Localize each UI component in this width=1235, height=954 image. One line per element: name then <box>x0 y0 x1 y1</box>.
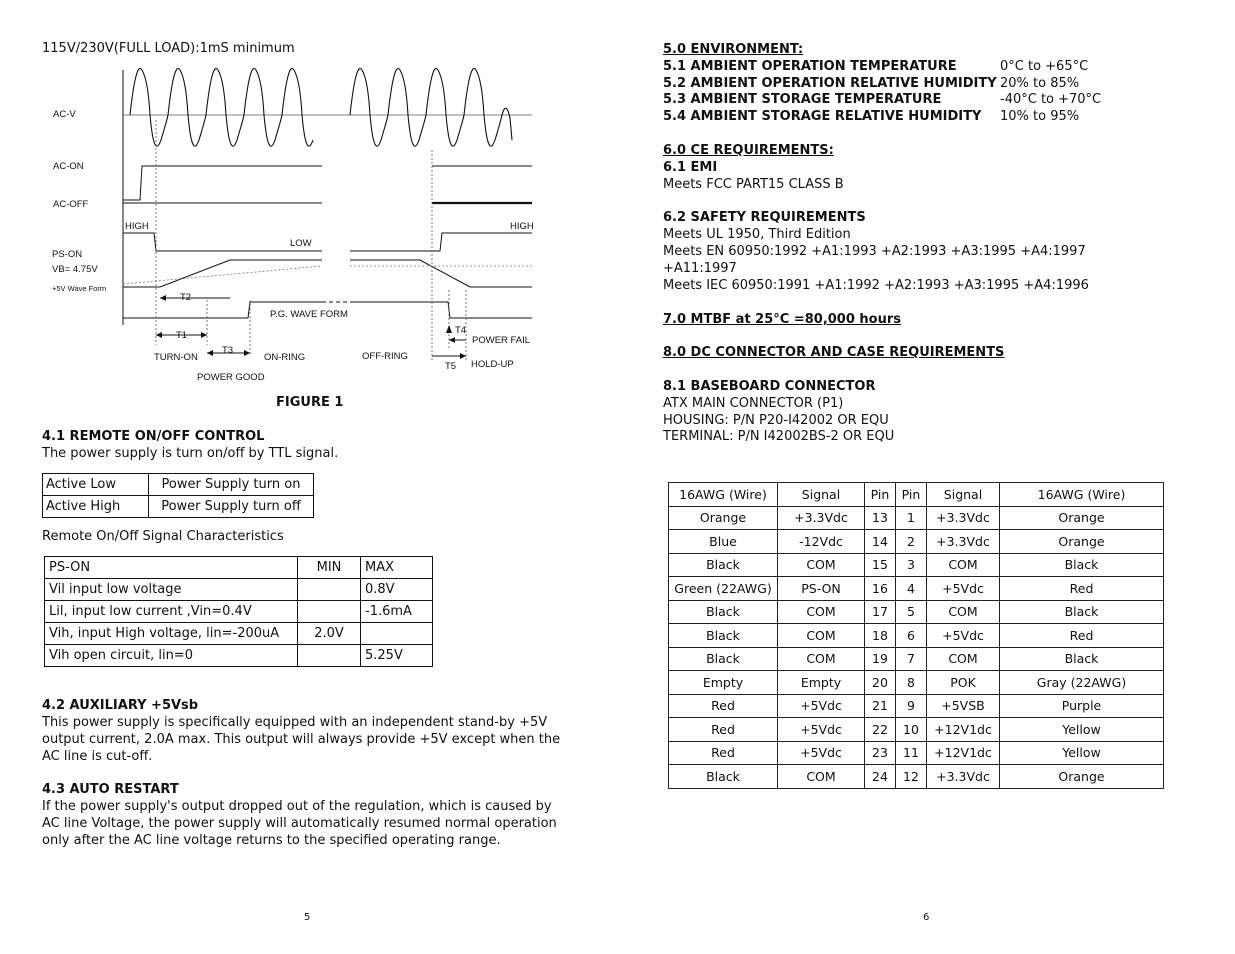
label-power-fail: POWER FAIL <box>472 335 531 346</box>
table-header: MIN <box>298 557 361 579</box>
table-cell: Empty <box>669 671 778 695</box>
table-cell: 8 <box>896 671 927 695</box>
label-vb: VB= 4.75V <box>52 264 98 275</box>
table-cell: 21 <box>865 694 896 718</box>
table-cell: +5VSB <box>927 694 1000 718</box>
table-cell: Yellow <box>1000 718 1164 742</box>
table-header: 16AWG (Wire) <box>669 483 778 507</box>
table-row <box>669 765 1164 789</box>
ac-waveform-2 <box>350 68 512 146</box>
label-off-ring: OFF-RING <box>362 351 408 362</box>
table-header: MAX <box>361 557 433 579</box>
char-table <box>44 556 433 667</box>
env-label-4: 5.4 AMBIENT STORAGE RELATIVE HUMIDITY <box>663 109 982 124</box>
table-cell: Black <box>669 600 778 624</box>
section-4-1-heading: 4.1 REMOTE ON/OFF CONTROL <box>42 429 265 444</box>
table-cell: Black <box>1000 553 1164 577</box>
label-low: LOW <box>290 238 312 249</box>
table-cell: +5Vdc <box>927 577 1000 601</box>
table-cell: 22 <box>865 718 896 742</box>
table-row <box>45 645 433 667</box>
label-pg-wave: P.G. WAVE FORM <box>270 309 348 320</box>
table-cell: Orange <box>1000 765 1164 789</box>
table-cell: Black <box>669 624 778 648</box>
label-hold-up: HOLD-UP <box>471 359 514 370</box>
table-cell: Red <box>669 718 778 742</box>
label-ac-v: AC-V <box>53 109 76 120</box>
table-cell: Vih, input High voltage, lin=-200uA <box>45 623 298 645</box>
table-cell: 24 <box>865 765 896 789</box>
connector-line-1: ATX MAIN CONNECTOR (P1) <box>663 396 844 411</box>
table-cell: POK <box>927 671 1000 695</box>
table-cell: Active Low <box>43 474 149 496</box>
table-cell: Gray (22AWG) <box>1000 671 1164 695</box>
table-cell: Orange <box>1000 506 1164 530</box>
table-cell: 15 <box>865 553 896 577</box>
table-cell: COM <box>927 553 1000 577</box>
table-cell: 0.8V <box>361 579 433 601</box>
table-row <box>45 579 433 601</box>
table-cell: Active High <box>43 496 149 518</box>
table-cell: Black <box>669 553 778 577</box>
table-cell: 10 <box>896 718 927 742</box>
table-cell: -1.6mA <box>361 601 433 623</box>
table-cell: Vil input low voltage <box>45 579 298 601</box>
table-row <box>669 577 1164 601</box>
table-cell: Red <box>669 694 778 718</box>
env-label-3: 5.3 AMBIENT STORAGE TEMPERATURE <box>663 92 942 107</box>
env-label-2: 5.2 AMBIENT OPERATION RELATIVE HUMIDITY <box>663 76 997 91</box>
label-t5: T5 <box>445 361 457 372</box>
table-cell: Power Supply turn on <box>149 474 314 496</box>
table-cell <box>361 623 433 645</box>
label-ac-on: AC-ON <box>53 161 84 172</box>
section-6-0-heading: 6.0 CE REQUIREMENTS: <box>663 143 834 158</box>
table-row <box>43 474 314 496</box>
table-cell: +3.3Vdc <box>927 765 1000 789</box>
section-8-0-heading: 8.0 DC CONNECTOR AND CASE REQUIREMENTS <box>663 345 1005 360</box>
page-number-left: 5 <box>304 912 311 923</box>
section-4-2-heading: 4.2 AUXILIARY +5Vsb <box>42 698 199 713</box>
table-cell: COM <box>778 647 865 671</box>
section-7-0-heading: 7.0 MTBF at 25°C =80,000 hours <box>663 312 902 327</box>
table-cell: Red <box>1000 624 1164 648</box>
table-row <box>45 601 433 623</box>
section-8-1-heading: 8.1 BASEBOARD CONNECTOR <box>663 379 876 394</box>
table-cell: 20 <box>865 671 896 695</box>
env-value-1: 0°C to +65°C <box>1000 59 1089 74</box>
section-6-2-heading: 6.2 SAFETY REQUIREMENTS <box>663 210 866 225</box>
safety-line-1: Meets UL 1950, Third Edition <box>663 227 851 242</box>
table-cell: Power Supply turn off <box>149 496 314 518</box>
label-5v-wave: +5V Wave Form <box>52 284 107 293</box>
table-cell: 16 <box>865 577 896 601</box>
table-row <box>669 553 1164 577</box>
label-t3: T3 <box>222 345 234 356</box>
table-cell: Red <box>1000 577 1164 601</box>
table-cell: +3.3Vdc <box>778 506 865 530</box>
label-t4: T4 <box>455 325 467 336</box>
label-power-good: POWER GOOD <box>197 372 265 383</box>
table-row <box>669 694 1164 718</box>
figure-caption: FIGURE 1 <box>276 395 344 410</box>
table-cell: 5.25V <box>361 645 433 667</box>
env-value-2: 20% to 85% <box>1000 76 1080 91</box>
table-cell: Vih open circuit, lin=0 <box>45 645 298 667</box>
table-cell: Black <box>669 765 778 789</box>
table-header: Pin <box>896 483 927 507</box>
table-cell: COM <box>927 647 1000 671</box>
atx-pin-table <box>668 482 1164 789</box>
table-cell: Empty <box>778 671 865 695</box>
table-cell: COM <box>927 600 1000 624</box>
ac-waveform-1 <box>130 68 313 146</box>
timing-diagram <box>0 0 620 390</box>
table-row <box>669 647 1164 671</box>
table-row <box>669 483 1164 507</box>
table-cell: +5Vdc <box>927 624 1000 648</box>
table-header: Signal <box>778 483 865 507</box>
table-cell: 7 <box>896 647 927 671</box>
char-title: Remote On/Off Signal Characteristics <box>42 529 284 544</box>
safety-line-2: Meets EN 60950:1992 +A1:1993 +A2:1993 +A3:1995 +A4:1997 <box>663 244 1086 259</box>
page-number-right: 6 <box>923 912 930 923</box>
table-cell <box>298 601 361 623</box>
table-cell: 5 <box>896 600 927 624</box>
table-cell: -12Vdc <box>778 530 865 554</box>
table-cell: +3.3Vdc <box>927 506 1000 530</box>
table-cell: 9 <box>896 694 927 718</box>
safety-line-3: +A11:1997 <box>663 261 737 276</box>
env-value-3: -40°C to +70°C <box>1000 92 1102 107</box>
section-6-1-text: Meets FCC PART15 CLASS B <box>663 177 844 192</box>
section-6-1-heading: 6.1 EMI <box>663 160 718 175</box>
table-row <box>45 623 433 645</box>
holdup-line: 115V/230V(FULL LOAD):1mS minimum <box>42 41 295 56</box>
table-cell: 2 <box>896 530 927 554</box>
table-cell: 12 <box>896 765 927 789</box>
table-cell: Orange <box>1000 530 1164 554</box>
table-cell: 17 <box>865 600 896 624</box>
table-header: Pin <box>865 483 896 507</box>
table-cell: 11 <box>896 741 927 765</box>
table-cell <box>298 579 361 601</box>
table-cell: COM <box>778 624 865 648</box>
table-cell: 6 <box>896 624 927 648</box>
table-header: 16AWG (Wire) <box>1000 483 1164 507</box>
section-5-0-heading: 5.0 ENVIRONMENT: <box>663 42 804 57</box>
table-row <box>669 718 1164 742</box>
table-row <box>43 496 314 518</box>
table-row <box>669 506 1164 530</box>
table-cell: 4 <box>896 577 927 601</box>
table-cell: Yellow <box>1000 741 1164 765</box>
table-row <box>669 741 1164 765</box>
table-cell: Green (22AWG) <box>669 577 778 601</box>
table-cell: Black <box>1000 600 1164 624</box>
section-4-3-text: If the power supply's output dropped out of the regulation, which is caused by AC line Voltage, the power supply will automatically resumed normal operation only after the AC line voltage returns to the specified operating range. <box>42 799 557 848</box>
table-row <box>669 600 1164 624</box>
label-t1: T1 <box>176 330 188 341</box>
env-label-1: 5.1 AMBIENT OPERATION TEMPERATURE <box>663 59 957 74</box>
table-cell: 19 <box>865 647 896 671</box>
section-4-2-text: This power supply is specifically equipped with an independent stand-by +5V output current, 2.0A max. This output will always provide +5V except when the AC line is cut-off. <box>42 715 561 764</box>
table-row <box>669 671 1164 695</box>
table-cell: 3 <box>896 553 927 577</box>
label-t2: T2 <box>180 292 192 303</box>
table-cell: Lil, input low current ,Vin=0.4V <box>45 601 298 623</box>
table-cell: 23 <box>865 741 896 765</box>
table-cell: COM <box>778 553 865 577</box>
table-header: Signal <box>927 483 1000 507</box>
env-value-4: 10% to 95% <box>1000 109 1080 124</box>
table-cell: Orange <box>669 506 778 530</box>
table-cell: Red <box>669 741 778 765</box>
safety-line-4: Meets IEC 60950:1991 +A1:1992 +A2:1993 +A3:1995 +A4:1996 <box>663 278 1089 293</box>
table-cell: +12V1dc <box>927 718 1000 742</box>
table-cell: 2.0V <box>298 623 361 645</box>
connector-line-3: TERMINAL: P/N I42002BS-2 OR EQU <box>663 429 895 444</box>
table-cell: COM <box>778 765 865 789</box>
table-cell: COM <box>778 600 865 624</box>
section-4-3-heading: 4.3 AUTO RESTART <box>42 782 179 797</box>
table-cell: +3.3Vdc <box>927 530 1000 554</box>
table-cell: +5Vdc <box>778 741 865 765</box>
label-high-right: HIGH <box>510 221 534 232</box>
table-cell: +5Vdc <box>778 718 865 742</box>
table-cell <box>298 645 361 667</box>
table-row <box>45 557 433 579</box>
label-turn-on: TURN-ON <box>154 352 198 363</box>
table-cell: 1 <box>896 506 927 530</box>
table-cell: Purple <box>1000 694 1164 718</box>
table-row <box>669 624 1164 648</box>
control-table <box>42 473 314 518</box>
table-cell: Black <box>1000 647 1164 671</box>
table-cell: 13 <box>865 506 896 530</box>
label-on-ring: ON-RING <box>264 352 306 363</box>
table-cell: PS-ON <box>778 577 865 601</box>
table-cell: 14 <box>865 530 896 554</box>
table-header: PS-ON <box>45 557 298 579</box>
table-cell: 18 <box>865 624 896 648</box>
section-4-1-text: The power supply is turn on/off by TTL signal. <box>42 446 339 461</box>
table-row <box>669 530 1164 554</box>
table-cell: Blue <box>669 530 778 554</box>
label-high-left: HIGH <box>125 221 149 232</box>
table-cell: +12V1dc <box>927 741 1000 765</box>
connector-line-2: HOUSING: P/N P20-I42002 OR EQU <box>663 413 889 428</box>
table-cell: Black <box>669 647 778 671</box>
label-ps-on: PS-ON <box>52 249 83 260</box>
table-cell: +5Vdc <box>778 694 865 718</box>
label-ac-off: AC-OFF <box>53 199 89 210</box>
